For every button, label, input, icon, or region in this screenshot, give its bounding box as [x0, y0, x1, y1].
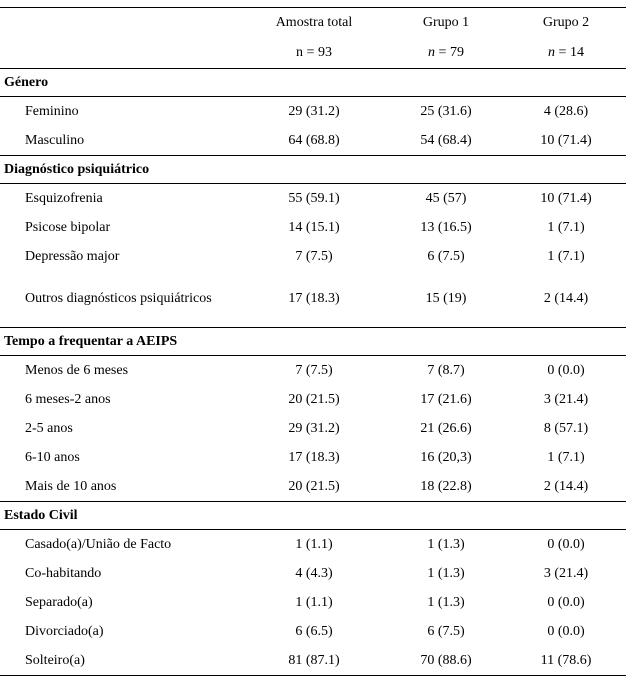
cell-grupo-1: 18 (22.8): [420, 479, 472, 494]
header-row-n: [0, 38, 626, 69]
cell-grupo-2: 0 (0.0): [547, 363, 585, 378]
n-value: = 79: [438, 45, 464, 60]
section-title: Tempo a frequentar a AEIPS: [0, 328, 626, 356]
cell-grupo-2: 0 (0.0): [547, 624, 585, 639]
header-col-group1: Grupo 1: [386, 8, 506, 39]
cell-grupo-1: 7 (8.7): [427, 363, 465, 378]
cell-amostra-total: 1 (1.1): [295, 537, 333, 552]
row-label: Feminino: [25, 104, 79, 119]
cell-amostra-total: 1 (1.1): [295, 595, 333, 610]
cell-grupo-2: 2 (14.4): [543, 291, 589, 306]
cell-grupo-1: 70 (88.6): [386, 646, 506, 676]
header-n-total: [242, 38, 386, 69]
table-row: [0, 271, 626, 328]
cell-grupo-2: 0 (0.0): [547, 537, 585, 552]
n-value: = 93: [306, 45, 332, 60]
table-row: [0, 356, 626, 386]
header-col-group2: Grupo 2: [506, 8, 626, 39]
row-label: Depressão major: [25, 249, 120, 264]
cell-grupo-1: 25 (31.6): [420, 104, 472, 119]
table-body: [0, 69, 626, 676]
section-header-row: [0, 502, 626, 530]
cell-grupo-2: 10 (71.4): [540, 133, 592, 148]
row-label: Esquizofrenia: [25, 191, 103, 206]
cell-grupo-1: 1 (1.3): [427, 595, 465, 610]
section-title: Diagnóstico psiquiátrico: [0, 156, 626, 184]
row-label: Masculino: [25, 133, 85, 148]
cell-amostra-total: 7 (7.5): [295, 363, 333, 378]
cell-amostra-total: 20 (21.5): [288, 479, 340, 494]
cell-grupo-1: 6 (7.5): [427, 624, 465, 639]
cell-amostra-total: 7 (7.5): [295, 249, 333, 264]
row-label: 6-10 anos: [25, 450, 80, 465]
cell-grupo-1: 54 (68.4): [420, 133, 472, 148]
row-label: Solteiro(a): [0, 646, 242, 676]
demographics-table: [0, 7, 626, 676]
cell-grupo-1: 15 (19): [425, 291, 467, 306]
cell-grupo-2: 1 (7.1): [547, 220, 585, 235]
cell-amostra-total: 64 (68.8): [288, 133, 340, 148]
cell-grupo-1: 1 (1.3): [427, 566, 465, 581]
row-label: 2-5 anos: [25, 421, 73, 436]
table-row: [0, 617, 626, 646]
cell-amostra-total: 20 (21.5): [288, 392, 340, 407]
row-label: Psicose bipolar: [25, 220, 111, 235]
table-row: [0, 646, 626, 676]
header-col-total: Amostra total: [242, 8, 386, 39]
table-row: [0, 472, 626, 502]
cell-amostra-total: 4 (4.3): [295, 566, 333, 581]
cell-grupo-2: 3 (21.4): [543, 392, 589, 407]
table-row: [0, 97, 626, 127]
n-symbol: n: [428, 45, 436, 60]
n-value: = 14: [558, 45, 584, 60]
header-empty-cell: [0, 38, 242, 69]
section-title: Estado Civil: [0, 502, 626, 530]
table-row: [0, 559, 626, 588]
table-row: [0, 184, 626, 214]
table-row: [0, 385, 626, 414]
row-label: Menos de 6 meses: [25, 363, 129, 378]
row-label: Divorciado(a): [25, 624, 104, 639]
cell-amostra-total: 17 (18.3): [288, 291, 340, 306]
cell-grupo-1: 16 (20,3): [420, 450, 472, 465]
cell-grupo-2: 0 (0.0): [547, 595, 585, 610]
section-title: Género: [0, 69, 626, 97]
row-label: 6 meses-2 anos: [25, 392, 111, 407]
cell-amostra-total: 29 (31.2): [288, 104, 340, 119]
table-row: [0, 213, 626, 242]
table-row: [0, 443, 626, 472]
row-label: Mais de 10 anos: [25, 479, 117, 494]
cell-grupo-1: 6 (7.5): [427, 249, 465, 264]
cell-grupo-1: 13 (16.5): [420, 220, 472, 235]
header-empty-cell: [0, 8, 242, 39]
row-label: Separado(a): [25, 595, 93, 610]
section-header-row: [0, 69, 626, 97]
row-label: Casado(a)/União de Facto: [25, 537, 172, 552]
n-symbol: n: [548, 45, 556, 60]
cell-grupo-1: 45 (57): [425, 191, 467, 206]
header-n-group2: [506, 38, 626, 69]
cell-grupo-2: 4 (28.6): [543, 104, 589, 119]
cell-grupo-2: 8 (57.1): [543, 421, 589, 436]
table-row: [0, 414, 626, 443]
cell-grupo-2: 2 (14.4): [543, 479, 589, 494]
cell-amostra-total: 55 (59.1): [288, 191, 340, 206]
cell-grupo-2: 11 (78.6): [506, 646, 626, 676]
cell-amostra-total: 29 (31.2): [288, 421, 340, 436]
row-label: Outros diagnósticos psiquiátricos: [25, 291, 212, 306]
table-row: [0, 530, 626, 560]
row-label: Co-habitando: [25, 566, 102, 581]
n-symbol: n: [296, 45, 304, 60]
cell-grupo-2: 3 (21.4): [543, 566, 589, 581]
table-row: [0, 242, 626, 271]
section-header-row: [0, 156, 626, 184]
cell-amostra-total: 81 (87.1): [242, 646, 386, 676]
cell-grupo-2: 1 (7.1): [547, 450, 585, 465]
header-n-group1: [386, 38, 506, 69]
cell-grupo-2: 1 (7.1): [547, 249, 585, 264]
cell-grupo-2: 10 (71.4): [540, 191, 592, 206]
cell-grupo-1: 21 (26.6): [420, 421, 472, 436]
cell-grupo-1: 1 (1.3): [427, 537, 465, 552]
table-row: [0, 588, 626, 617]
cell-amostra-total: 17 (18.3): [288, 450, 340, 465]
table-row: [0, 126, 626, 156]
cell-amostra-total: 14 (15.1): [288, 220, 340, 235]
section-header-row: [0, 328, 626, 356]
cell-grupo-1: 17 (21.6): [420, 392, 472, 407]
cell-amostra-total: 6 (6.5): [295, 624, 333, 639]
header-row-names: [0, 8, 626, 39]
